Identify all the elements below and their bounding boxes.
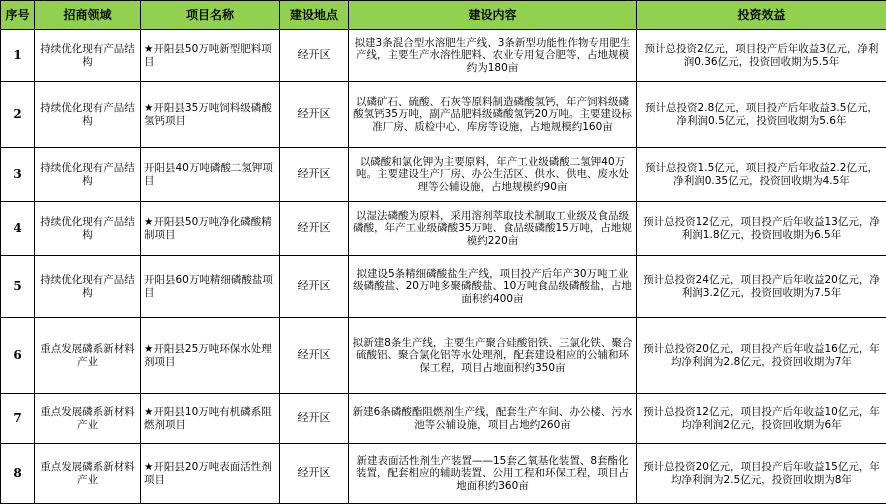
cell-location: 经开区	[280, 202, 349, 256]
table-row	[1, 394, 886, 444]
cell-name: ★开阳县10万吨有机磷系阻燃剂项目	[141, 394, 280, 444]
cell-location: 经开区	[280, 256, 349, 318]
header-content: 建设内容	[349, 1, 637, 30]
cell-benefit: 预计总投资20亿元，项目投产后年收益15亿元，年均净利润为2.5亿元，投资回收期为8年	[637, 444, 886, 504]
table-row	[1, 82, 886, 148]
cell-name: ★开阳县50万吨新型肥料项目	[141, 30, 280, 82]
cell-field: 重点发展磷系新材料产业	[35, 444, 141, 504]
cell-field: 持续优化现有产品结构	[35, 82, 141, 148]
cell-benefit: 预计总投资12亿元，项目投产后年收益10亿元，年均净利润2亿元，投资回收期为6年	[637, 394, 886, 444]
cell-benefit: 预计总投资1.5亿元，项目投产后年收益2.2亿元，净利润0.35亿元，投资回收期为4.5年	[637, 148, 886, 202]
table-row	[1, 30, 886, 82]
cell-field: 持续优化现有产品结构	[35, 148, 141, 202]
cell-name: ★开阳县25万吨环保水处理剂项目	[141, 318, 280, 394]
cell-content: 以湿法磷酸为原料，采用溶剂萃取技术制取工业级及食品级磷酸，年产工业级磷酸35万吨、食品级磷酸15万吨，占地规模约220亩	[349, 202, 637, 256]
cell-seq: 6	[1, 318, 35, 394]
cell-content: 拟建设5条精细磷酸盐生产线，项目投产后年产30万吨工业级磷酸盐、20万吨多聚磷酸盐、10万吨食品级磷酸盐，占地面积约400亩	[349, 256, 637, 318]
cell-name: 开阳县40万吨磷酸二氢钾项目	[141, 148, 280, 202]
cell-benefit: 预计总投资20亿元，项目投产后年收益16亿元，年均净利润为2.8亿元，投资回收期为7年	[637, 318, 886, 394]
cell-name: ★开阳县50万吨净化磷酸精制项目	[141, 202, 280, 256]
cell-content: 新建表面活性剂生产装置——15套乙氧基化装置、8套酯化装置，配套相应的辅助装置、公用工程和环保工程，项目占地面积约360亩	[349, 444, 637, 504]
cell-content: 拟建3条混合型水溶肥生产线、3条新型功能性作物专用肥生产线，主要生产水溶性肥料、农业专用复合肥等，占地规模约为180亩	[349, 30, 637, 82]
table-row	[1, 318, 886, 394]
cell-field: 持续优化现有产品结构	[35, 256, 141, 318]
table-row	[1, 148, 886, 202]
cell-benefit: 预计总投资12亿元，项目投产后年收益13亿元，净利润1.8亿元，投资回收期为6.5年	[637, 202, 886, 256]
cell-field: 持续优化现有产品结构	[35, 202, 141, 256]
cell-name: ★开阳县35万吨饲料级磷酸氢钙项目	[141, 82, 280, 148]
cell-location: 经开区	[280, 444, 349, 504]
cell-location: 经开区	[280, 82, 349, 148]
cell-benefit: 预计总投资2.8亿元，项目投产后年收益3.5亿元，净利润0.5亿元，投资回收期为5.6年	[637, 82, 886, 148]
cell-location: 经开区	[280, 318, 349, 394]
cell-benefit: 预计总投资2亿元，项目投产后年收益3亿元，净利润0.36亿元，投资回收期为5.5年	[637, 30, 886, 82]
table-row	[1, 202, 886, 256]
table-row	[1, 444, 886, 504]
cell-content: 以磷矿石、硫酸、石灰等原料制造磷酸氢钙，年产饲料级磷酸氢钙35万吨，副产品肥料级磷酸氢钙20万吨。主要建设标准厂房、质检中心、库房等设施，占地规模约160亩	[349, 82, 637, 148]
header-name: 项目名称	[141, 1, 280, 30]
cell-location: 经开区	[280, 30, 349, 82]
cell-field: 持续优化现有产品结构	[35, 30, 141, 82]
cell-content: 以磷酸和氯化钾为主要原料，年产工业级磷酸二氢钾40万吨。主要建设生产厂房、办公生活区、供水、供电、废水处理等公辅设施，占地规模约90亩	[349, 148, 637, 202]
cell-location: 经开区	[280, 148, 349, 202]
cell-location: 经开区	[280, 394, 349, 444]
cell-field: 重点发展磷系新材料产业	[35, 318, 141, 394]
cell-seq: 5	[1, 256, 35, 318]
header-row	[1, 1, 886, 30]
header-seq: 序号	[1, 1, 35, 30]
header-benefit: 投资效益	[637, 1, 886, 30]
cell-seq: 4	[1, 202, 35, 256]
cell-seq: 2	[1, 82, 35, 148]
table-row	[1, 256, 886, 318]
cell-content: 新建6条磷酸酯阻燃剂生产线，配套生产车间、办公楼、污水池等公辅设施，项目占地约260亩	[349, 394, 637, 444]
cell-name: 开阳县60万吨精细磷酸盐项目	[141, 256, 280, 318]
header-location: 建设地点	[280, 1, 349, 30]
header-field: 招商领域	[35, 1, 141, 30]
cell-content: 拟新建8条生产线，主要生产聚合硅酸铝铁、三氯化铁、聚合硫酸铝、聚合氯化铝等水处理剂，配套建设相应的公辅和环保工程，项目占地面积约350亩	[349, 318, 637, 394]
cell-benefit: 预计总投资24亿元，项目投产后年收益20亿元，净利润3.2亿元，投资回收期为7.5年	[637, 256, 886, 318]
cell-seq: 3	[1, 148, 35, 202]
cell-seq: 7	[1, 394, 35, 444]
cell-name: ★开阳县20万吨表面活性剂项目	[141, 444, 280, 504]
cell-field: 重点发展磷系新材料产业	[35, 394, 141, 444]
cell-seq: 8	[1, 444, 35, 504]
cell-seq: 1	[1, 30, 35, 82]
